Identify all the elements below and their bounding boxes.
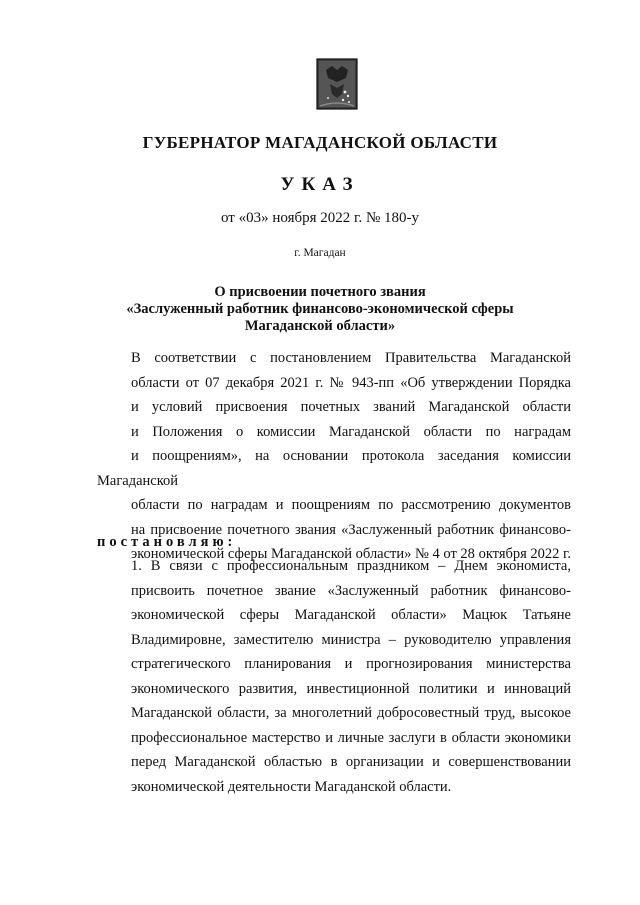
decree-word: постановляю: [97, 534, 237, 550]
paragraph-line: В соответствии с постановлением Правительства Магаданской [131, 350, 571, 366]
paragraph-line: профессиональное мастерство и личные заслуги в области экономики [131, 729, 571, 746]
paragraph-line: экономической деятельности Магаданской области. [131, 778, 452, 795]
paragraph-line: области от 07 декабря 2021 г. № 943-пп «Об утверждении Порядка [131, 374, 571, 391]
paragraph-line: 1. В связи с профессиональным праздником – Днем экономиста, [131, 558, 571, 574]
paragraph-line: и условий присвоения почетных званий Магаданской области [131, 399, 571, 415]
decree-title [0, 284, 640, 335]
paragraph-line: экономической сферы Магаданской области» № 4 от 28 октября 2022 г. [131, 546, 571, 562]
paragraph-line: на присвоение почетного звания «Заслуженный работник финансово- [131, 521, 571, 538]
issuing-authority: ГУБЕРНАТОР МАГАДАНСКОЙ ОБЛАСТИ [142, 133, 498, 152]
paragraph-line: присвоить почетное звание «Заслуженный работник финансово- [131, 582, 571, 599]
paragraph-line: области по наградам и поощрениям по рассмотрению документов [131, 497, 571, 513]
paragraph-line: Владимировне, заместителю министра – руководителю управления [131, 631, 571, 648]
paragraph-line: и Положения о комиссии Магаданской области по наградам [131, 423, 571, 440]
title-line: О присвоении почетного звания [214, 284, 426, 300]
title-line: «Заслуженный работник финансово-экономической сферы [126, 301, 514, 317]
date-and-number: от «03» ноября 2022 г. № 180-у [220, 210, 420, 226]
paragraph-line: перед Магаданской областью в организации и совершенствовании [131, 754, 571, 770]
paragraph-line: и поощрениям», на основании протокола заседания комиссии Магаданской [97, 448, 571, 489]
title-line: Магаданской области» [244, 318, 396, 334]
paragraph-line: стратегического планирования и прогнозирования министерства [131, 656, 571, 672]
clause-1-paragraph [97, 554, 571, 799]
paragraph-line: экономического развития, инвестиционной политики и инноваций [131, 680, 571, 697]
paragraph-line: Магаданской области, за многолетний добросовестный труд, высокое [131, 705, 571, 721]
coat-of-arms-emblem-icon [316, 58, 358, 110]
paragraph-line: экономической сферы Магаданской области» Мацюк Татьяне [131, 607, 571, 623]
city: г. Магадан [294, 247, 346, 259]
document-type: УКАЗ [280, 174, 360, 195]
